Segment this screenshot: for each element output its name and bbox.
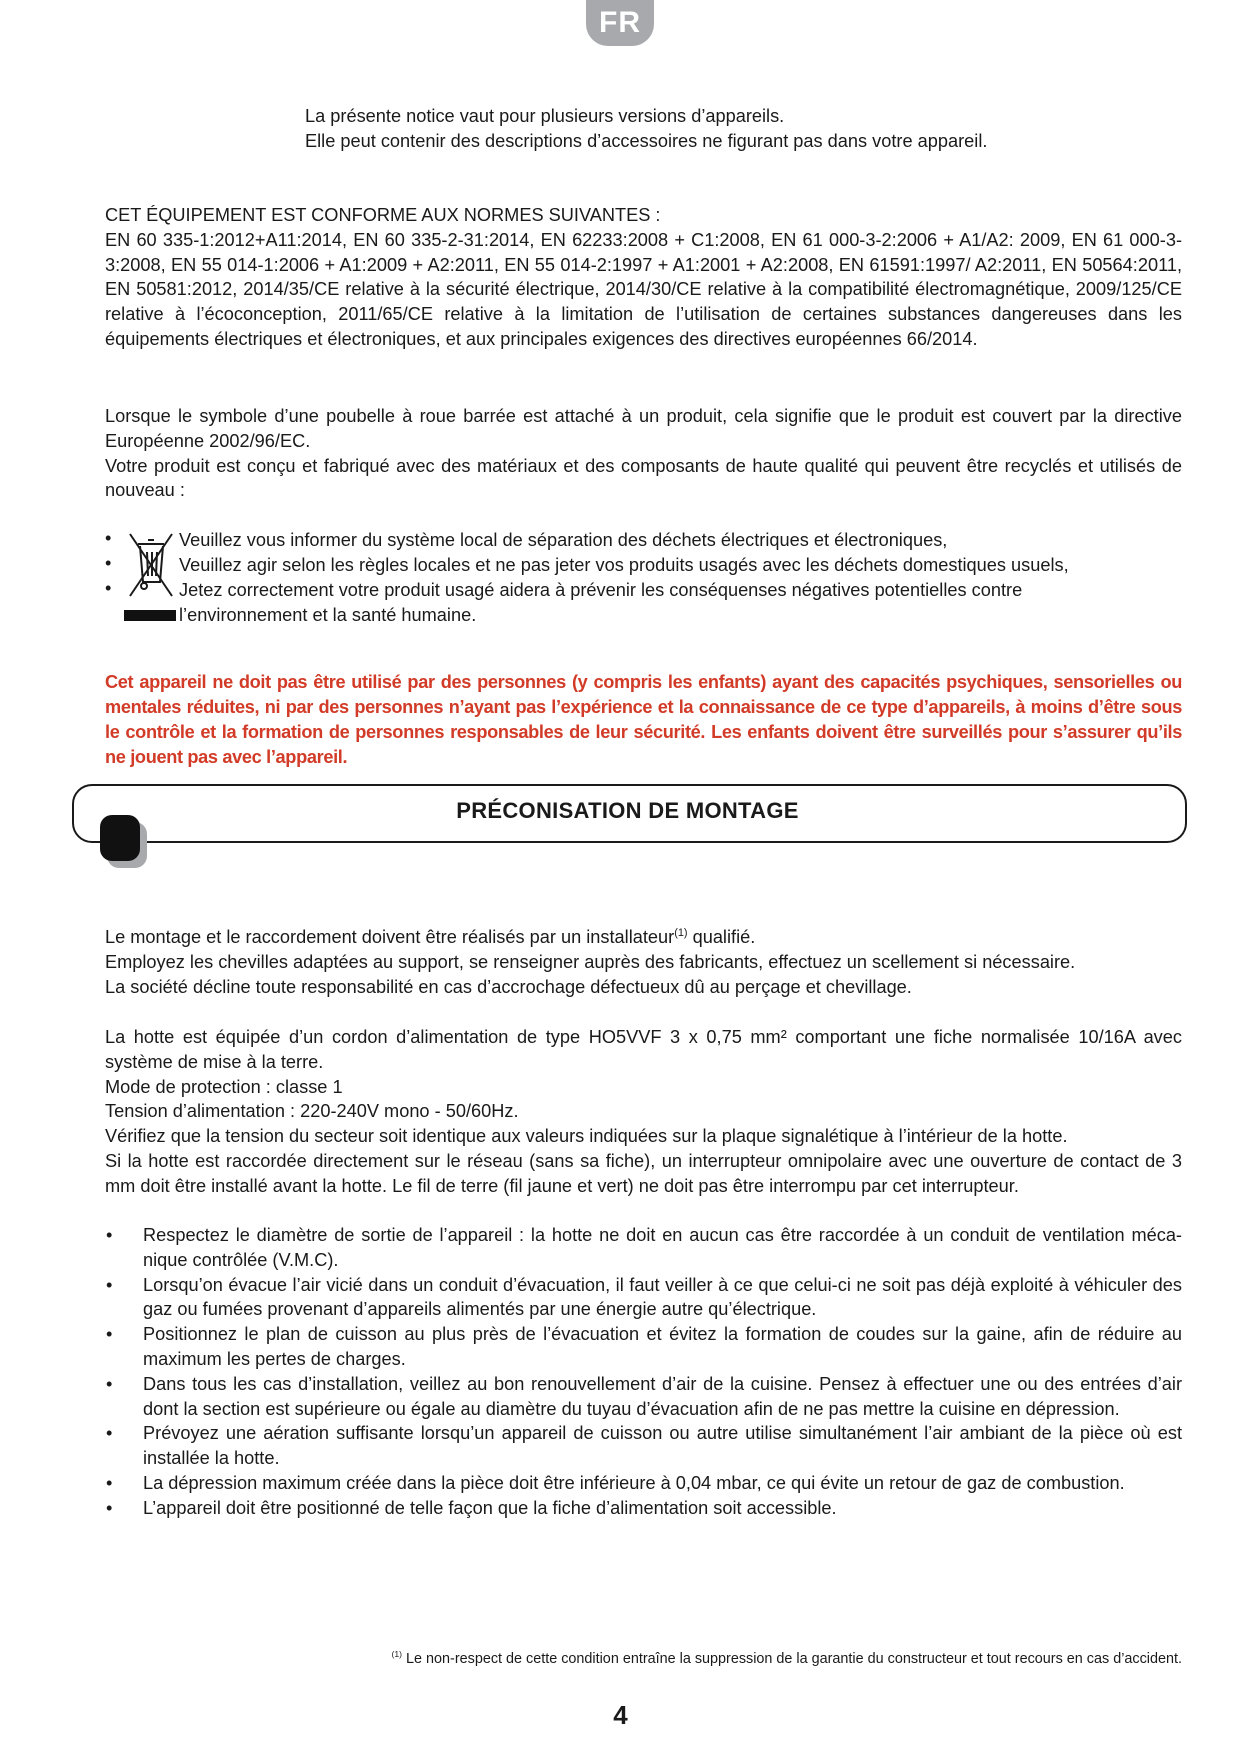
list-item: • La dépression maximum créée dans la pièce doit être inférieure à 0,04 mbar, ce qui évite un retour de gaz de combustion. bbox=[105, 1471, 1182, 1496]
installation-intro bbox=[105, 925, 1182, 999]
language-badge bbox=[586, 0, 654, 46]
bullet: • bbox=[105, 553, 112, 573]
list-item: • L’appareil doit être positionné de telle façon que la fiche d’alimentation soit accessible. bbox=[105, 1496, 1182, 1521]
installation-rules-list bbox=[105, 1223, 1182, 1521]
list-item: • Dans tous les cas d’installation, veillez au bon renouvellement d’air de la cuisine. Pensez à effectuer une ou des entrées d’air dont la section est supérieure ou égale au diamètre du tuyau d’évacuation afin de ne pas mettre la cuisine en dépression. bbox=[105, 1372, 1182, 1422]
list-item: • Positionnez le plan de cuisson au plus près de l’évacuation et évitez la formation de coudes sur la gaine, afin de réduire au maximum les pertes de charges. bbox=[105, 1322, 1182, 1372]
bullet: • bbox=[105, 528, 112, 548]
power-cord-text: La hotte est équipée d’un cordon d’alimentation de type HO5VVF 3 x 0,75 mm² comportant une fiche normalisée 10/16A avec système de mise à la terre. bbox=[105, 1027, 1182, 1072]
weee-product-text: Votre produit est conçu et fabriqué avec des matériaux et des composants de haute qualité qui peuvent être recyclés et utilisés de nouveau : bbox=[105, 455, 1182, 501]
list-item: • Respectez le diamètre de sortie de l’appareil : la hotte ne doit en aucun cas être raccordée à un conduit de ventilation méca-nique contrôlée (V.M.C). bbox=[105, 1223, 1182, 1273]
norms-text: EN 60 335-1:2012+A11:2014, EN 60 335-2-31:2014, EN 62233:2008 + C1:2008, EN 61 000-3-2:2006 + A1/A2: 2009, EN 61 000-3-3:2008, EN 55 014-1:2006 + A1:2009 + A2:2011, EN 55 014-2:1997 + A1:2001 + A2:2008, EN 61591:1997/ A2:2011, EN 50564:2011, EN 50581:2012, 2014/35/CE relative à la sécurité électrique, 2014/30/CE relative à la compatibilité électromagnétique, 2009/125/CE relative à l’écoconception, 2011/65/CE relative à la limitation de l’utilisation de certaines substances dangereuses dans les équipements électriques et électroniques, et aux principales exigences des directives européennes 66/2014. bbox=[105, 229, 1182, 349]
electrical-requirements bbox=[105, 1025, 1182, 1199]
bullet: • bbox=[105, 578, 112, 598]
protection-class: Mode de protection : classe 1 bbox=[105, 1076, 343, 1097]
intro-paragraph bbox=[305, 104, 1065, 154]
weee-paragraph bbox=[105, 404, 1182, 503]
installation-line: Employez les chevilles adaptées au support, se renseigner auprès des fabricants, effectuez un scellement si nécessaire. bbox=[105, 951, 1076, 972]
section-marker bbox=[100, 815, 140, 861]
norms-heading: CET ÉQUIPEMENT EST CONFORME AUX NORMES SUIVANTES : bbox=[105, 205, 661, 225]
language-badge-label: FR bbox=[599, 6, 641, 39]
installation-line bbox=[105, 925, 1182, 950]
weee-list-item: Jetez correctement votre produit usagé aidera à prévenir les conséquenses négatives potentielles contre bbox=[179, 580, 1023, 600]
installation-line: La société décline toute responsabilité en cas d’accrochage défectueux dû au perçage et chevillage. bbox=[105, 976, 912, 997]
installation-line-text: qualifié. bbox=[687, 927, 756, 947]
safety-warning: Cet appareil ne doit pas être utilisé par des personnes (y compris les enfants) ayant des capacités psychiques, sensorielles ou mentales réduites, ni par des personnes n’ayant pas l’expérience et la connaissance de ce type d’appareils, à moins d’être sous le contrôle et la formation de personnes responsables de leur sécurité. Les enfants doivent être surveillés pour s’assurer qu’ils ne jouent pas avec l’appareil. bbox=[105, 672, 1182, 767]
weee-list-item: l’environnement et la santé humaine. bbox=[179, 605, 477, 625]
page-number: 4 bbox=[613, 1700, 628, 1730]
norms-paragraph bbox=[105, 203, 1182, 352]
list-item: • Lorsqu’on évacue l’air vicié dans un conduit d’évacuation, il faut veiller à ce que celui-ci ne soit pas déjà exploité à véhiculer des gaz ou fumées provenant d’appareils alimentés par une énergie autre qu’électrique. bbox=[105, 1273, 1182, 1323]
weee-list-item: Veuillez vous informer du système local de séparation des déchets électriques et électroniques, bbox=[179, 530, 948, 550]
supply-voltage: Tension d’alimentation : 220-240V mono - 50/60Hz. bbox=[105, 1101, 519, 1122]
footnote bbox=[105, 1650, 1182, 1668]
voltage-check-text: Vérifiez que la tension du secteur soit identique aux valeurs indiquées sur la plaque signalétique à l’intérieur de la hotte. bbox=[105, 1126, 1068, 1147]
footnote-text: Le non-respect de cette condition entraîne la suppression de la garantie du constructeur et tout recours en cas d’accident. bbox=[406, 1651, 1182, 1667]
crossed-out-wheelie-bin-icon bbox=[124, 530, 176, 622]
list-item: • Prévoyez une aération suffisante lorsqu’un appareil de cuisson ou autre utilise simultanément l’air ambiant de la pièce où est installée la hotte. bbox=[105, 1421, 1182, 1471]
weee-list-item: Veuillez agir selon les règles locales et ne pas jeter vos produits usagés avec les déchets domestiques usuels, bbox=[179, 555, 1069, 575]
installation-line-text: Le montage et le raccordement doivent être réalisés par un installateur bbox=[105, 927, 675, 947]
footnote-marker: (1) bbox=[391, 1649, 403, 1660]
footnote-reference: (1) bbox=[674, 926, 688, 939]
weee-symbol-text: Lorsque le symbole d’une poubelle à roue barrée est attaché à un produit, cela signifie que le produit est couvert par la directive Européenne 2002/96/EC. bbox=[105, 406, 1182, 451]
intro-line: La présente notice vaut pour plusieurs versions d’appareils. bbox=[305, 106, 785, 126]
intro-line: Elle peut contenir des descriptions d’accessoires ne figurant pas dans votre appareil. bbox=[305, 130, 988, 151]
section-title: PRÉCONISATION DE MONTAGE bbox=[456, 798, 799, 823]
switch-requirement-text: Si la hotte est raccordée directement sur le réseau (sans sa fiche), un interrupteur omnipolaire avec une ouverture de contact de 3 mm doit être installé avant la hotte. Le fil de terre (fil jaune et vert) ne doit pas être interrompu par cet interrupteur. bbox=[105, 1150, 1182, 1196]
